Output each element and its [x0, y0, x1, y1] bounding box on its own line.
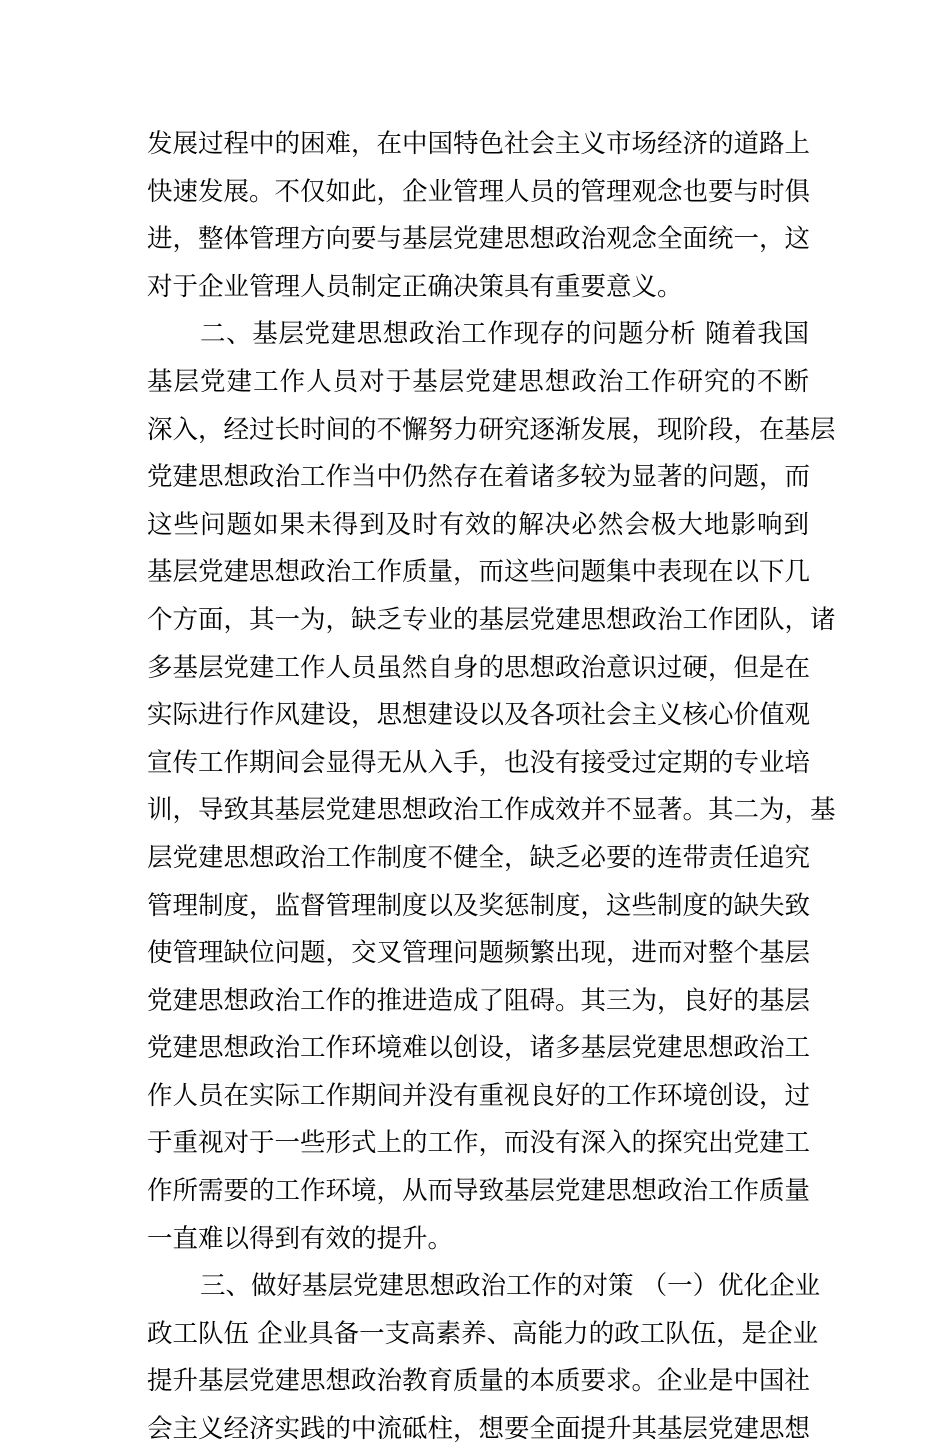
text-line: 基层党建思想政治工作质量，而这些问题集中表现在以下几 — [147, 557, 811, 588]
paragraph-2 — [147, 311, 836, 1263]
text-line: 对于企业管理人员制定正确决策具有重要意义。 — [147, 271, 683, 302]
text-line: 发展过程中的困难，在中国特色社会主义市场经济的道路上 — [147, 129, 811, 159]
text-line: 党建思想政治工作当中仍然存在着诸多较为显著的问题，而 — [147, 462, 811, 493]
text-line: 提升基层党建思想政治教育质量的本质要求。企业是中国社 — [147, 1366, 811, 1397]
text-line: 宣传工作期间会显得无从入手，也没有接受过定期的专业培 — [147, 747, 811, 778]
text-line: 管理制度，监督管理制度以及奖惩制度，这些制度的缺失致 — [147, 890, 811, 921]
text-line: 使管理缺位问题，交叉管理问题频繁出现，进而对整个基层 — [147, 938, 811, 969]
text-line: 训，导致其基层党建思想政治工作成效并不显著。其二为，基 — [147, 795, 836, 826]
text-line: 层党建思想政治工作制度不健全，缺乏必要的连带责任追究 — [147, 842, 811, 873]
text-line: 于重视对于一些形式上的工作，而没有深入的探究出党建工 — [147, 1128, 811, 1159]
text-line: 党建思想政治工作的推进造成了阻碍。其三为，良好的基层 — [147, 985, 811, 1016]
text-line: 实际进行作风建设，思想建设以及各项社会主义核心价值观 — [147, 700, 811, 731]
paragraph-3 — [147, 1263, 821, 1453]
text-line: 多基层党建工作人员虽然自身的思想政治意识过硬，但是在 — [147, 652, 811, 683]
text-line: 作人员在实际工作期间并没有重视良好的工作环境创设，过 — [147, 1080, 811, 1111]
text-line: 党建思想政治工作环境难以创设，诸多基层党建思想政治工 — [147, 1033, 811, 1064]
text-line: 一直难以得到有效的提升。 — [147, 1223, 454, 1254]
text-line: 进，整体管理方向要与基层党建思想政治观念全面统一，这 — [147, 224, 811, 255]
text-line: 快速发展。不仅如此，企业管理人员的管理观念也要与时俱 — [147, 176, 811, 207]
text-line: 作所需要的工作环境，从而导致基层党建思想政治工作质量 — [147, 1176, 811, 1207]
text-line: 三、做好基层党建思想政治工作的对策 （一）优化企业 — [200, 1271, 821, 1302]
paragraph-1 — [147, 121, 809, 311]
text-line: 会主义经济实践的中流砥柱，想要全面提升其基层党建思想 — [147, 1414, 811, 1445]
document-page — [147, 121, 836, 1454]
text-line: 二、基层党建思想政治工作现存的问题分析 随着我国 — [200, 319, 809, 350]
text-line: 个方面，其一为，缺乏专业的基层党建思想政治工作团队，诸 — [147, 604, 836, 635]
text-line: 基层党建工作人员对于基层党建思想政治工作研究的不断 — [147, 366, 809, 397]
text-line: 这些问题如果未得到及时有效的解决必然会极大地影响到 — [147, 509, 809, 540]
text-line: 政工队伍 企业具备一支高素养、高能力的政工队伍，是企业 — [147, 1318, 819, 1349]
text-line: 深入，经过长时间的不懈努力研究逐渐发展，现阶段，在基层 — [147, 414, 836, 445]
